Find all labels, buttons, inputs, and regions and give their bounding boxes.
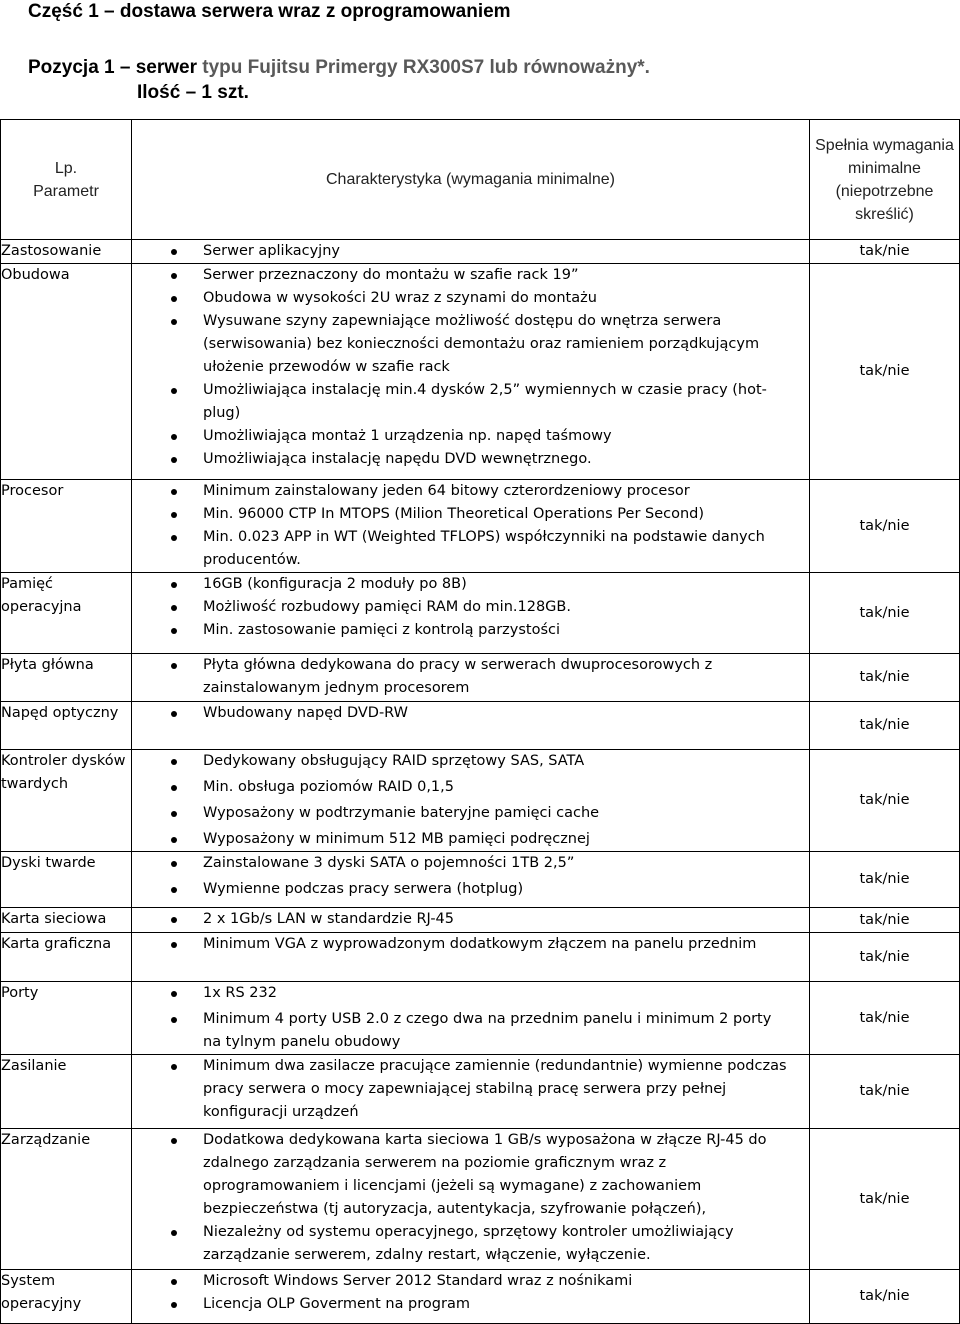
table-row [1,573,960,654]
requirement-item: Umożliwiająca montaż 1 urządzenia np. napęd taśmowy [132,425,809,448]
requirements-cell [132,1055,810,1129]
table-header-row [1,120,960,240]
compliance-answer: tak/nie [810,1055,960,1129]
requirements-table [0,119,960,1324]
requirements-cell [132,264,810,480]
requirement-item: Min. obsługa poziomów RAID 0,1,5 [132,776,809,799]
requirements-list [132,1055,809,1124]
compliance-answer: tak/nie [810,654,960,702]
requirements-cell [132,480,810,573]
compliance-answer: tak/nie [810,573,960,654]
requirement-item: Dedykowany obsługujący RAID sprzętowy SAS, SATA [132,750,809,773]
compliance-answer: tak/nie [810,264,960,480]
requirement-item: Min. 96000 CTP In MTOPS (Milion Theoretical Operations Per Second) [132,503,809,526]
requirement-item: Licencja OLP Goverment na program [132,1293,809,1316]
param-cell: Pamięć operacyjna [1,573,132,654]
header-lp: Lp. [54,159,78,177]
requirement-item: 16GB (konfiguracja 2 moduły po 8B) [132,573,809,596]
table-row [1,1055,960,1129]
requirement-item: Zainstalowane 3 dyski SATA o pojemności 1TB 2,5” [132,852,809,875]
requirements-cell [132,702,810,750]
requirements-cell [132,982,810,1055]
table-row [1,750,960,852]
header-compliance [810,120,960,240]
param-cell: Dyski twarde [1,852,132,908]
requirement-item: Wyposażony w minimum 512 MB pamięci podręcznej [132,828,809,851]
requirement-item: Wbudowany napęd DVD-RW [132,702,809,725]
requirements-cell [132,573,810,654]
requirements-list [132,240,809,263]
requirements-list [132,933,809,956]
header-characteristics: Charakterystyka (wymagania minimalne) [132,120,810,240]
requirements-list [132,852,809,901]
param-cell: Obudowa [1,264,132,480]
table-row [1,264,960,480]
requirement-item: Min. zastosowanie pamięci z kontrolą parzystości [132,619,809,642]
table-row [1,1129,960,1270]
compliance-answer: tak/nie [810,933,960,982]
requirements-cell [132,1270,810,1324]
table-row [1,982,960,1055]
param-cell: Kontroler dysków twardych [1,750,132,852]
param-cell: Płyta główna [1,654,132,702]
requirement-item: Minimum 4 porty USB 2.0 z czego dwa na przednim panelu i minimum 2 porty na tylnym panelu obudowy [132,1008,809,1054]
compliance-answer: tak/nie [810,982,960,1055]
requirement-item: Minimum zainstalowany jeden 64 bitowy czterordzeniowy procesor [132,480,809,503]
requirement-item: Minimum dwa zasilacze pracujące zamiennie (redundantnie) wymienne podczas pracy serwera o mocy zapewniającej stabilną pracę serwera przy pełnej konfiguracji urządzeń [132,1055,809,1124]
table-row [1,240,960,264]
requirement-item: Wyposażony w podtrzymanie bateryjne pamięci cache [132,802,809,825]
header-compliance-note: (niepotrzebne skreślić) [835,182,934,223]
requirements-cell [132,240,810,264]
compliance-answer: tak/nie [810,480,960,573]
compliance-answer: tak/nie [810,852,960,908]
requirement-item: 1x RS 232 [132,982,809,1005]
table-row [1,908,960,933]
requirement-item: Wysuwane szyny zapewniające możliwość dostępu do wnętrza serwera (serwisowania) bez konieczności demontażu oraz ramieniem porządkującym ułożenie przewodów w szafie rack [132,310,809,379]
position-prefix: Pozycja 1 – serwer [28,57,197,78]
requirement-item: Umożliwiająca instalację min.4 dysków 2,5” wymiennych w czasie pracy (hot-plug) [132,379,809,425]
compliance-answer: tak/nie [810,908,960,933]
requirement-item: Microsoft Windows Server 2012 Standard wraz z nośnikami [132,1270,809,1293]
requirements-list [132,702,809,725]
param-cell: System operacyjny [1,1270,132,1324]
requirements-cell [132,750,810,852]
requirements-list [132,264,809,471]
compliance-answer: tak/nie [810,702,960,750]
requirement-item: 2 x 1Gb/s LAN w standardzie RJ-45 [132,908,809,931]
table-row [1,480,960,573]
param-cell: Zasilanie [1,1055,132,1129]
compliance-answer: tak/nie [810,1270,960,1324]
requirements-list [132,654,809,700]
requirement-item: Min. 0.023 APP in WT (Weighted TFLOPS) współczynniki na podstawie danych producentów. [132,526,809,572]
requirements-cell [132,908,810,933]
table-row [1,1270,960,1324]
requirement-item: Obudowa w wysokości 2U wraz z szynami do montażu [132,287,809,310]
requirements-list [132,750,809,851]
requirements-list [132,1129,809,1267]
param-cell: Napęd optyczny [1,702,132,750]
table-row [1,852,960,908]
param-cell: Karta graficzna [1,933,132,982]
param-cell: Procesor [1,480,132,573]
param-cell: Zastosowanie [1,240,132,264]
header-compliance-main: Spełnia wymagania minimalne [815,136,954,177]
requirement-item: Minimum VGA z wyprowadzonym dodatkowym złączem na panelu przednim [132,933,809,956]
requirements-cell [132,1129,810,1270]
header-param: Parametr [33,182,99,200]
requirement-item: Dodatkowa dedykowana karta sieciowa 1 GB/s wyposażona w złącze RJ-45 do zdalnego zarządzania serwerem na poziomie graficznym wraz z oprogramowaniem i licencjami (jeżeli są wymagane) z zachowaniem bezpieczeństwa (tj autoryzacja, autentykacja, szyfrowanie połączeń), [132,1129,809,1221]
page-title: Część 1 – dostawa serwera wraz z oprogramowaniem [28,1,511,22]
requirements-list [132,982,809,1054]
compliance-answer: tak/nie [810,240,960,264]
table-row [1,702,960,750]
requirement-item: Wymienne podczas pracy serwera (hotplug) [132,878,809,901]
quantity: Ilość – 1 szt. [137,82,249,103]
requirement-item: Serwer aplikacyjny [132,240,809,263]
requirements-cell [132,852,810,908]
table-row [1,654,960,702]
requirement-item: Płyta główna dedykowana do pracy w serwerach dwuprocesorowych z zainstalowanym jednym procesorem [132,654,809,700]
position-line [28,56,650,79]
compliance-answer: tak/nie [810,1129,960,1270]
header-lp-param [1,120,132,240]
param-cell: Porty [1,982,132,1055]
requirements-list [132,480,809,572]
param-cell: Karta sieciowa [1,908,132,933]
requirements-list [132,573,809,642]
requirement-item: Możliwość rozbudowy pamięci RAM do min.128GB. [132,596,809,619]
requirement-item: Serwer przeznaczony do montażu w szafie rack 19” [132,264,809,287]
requirement-item: Niezależny od systemu operacyjnego, sprzętowy kontroler umożliwiający zarządzanie serwerem, zdalny restart, włączenie, wyłączenie. [132,1221,809,1267]
requirements-cell [132,654,810,702]
requirements-cell [132,933,810,982]
table-row [1,933,960,982]
requirement-item: Umożliwiająca instalację napędu DVD wewnętrznego. [132,448,809,471]
requirements-list [132,1270,809,1316]
position-type: typu Fujitsu Primergy RX300S7 lub równoważny*. [202,57,650,78]
requirements-list [132,908,809,931]
compliance-answer: tak/nie [810,750,960,852]
param-cell: Zarządzanie [1,1129,132,1270]
